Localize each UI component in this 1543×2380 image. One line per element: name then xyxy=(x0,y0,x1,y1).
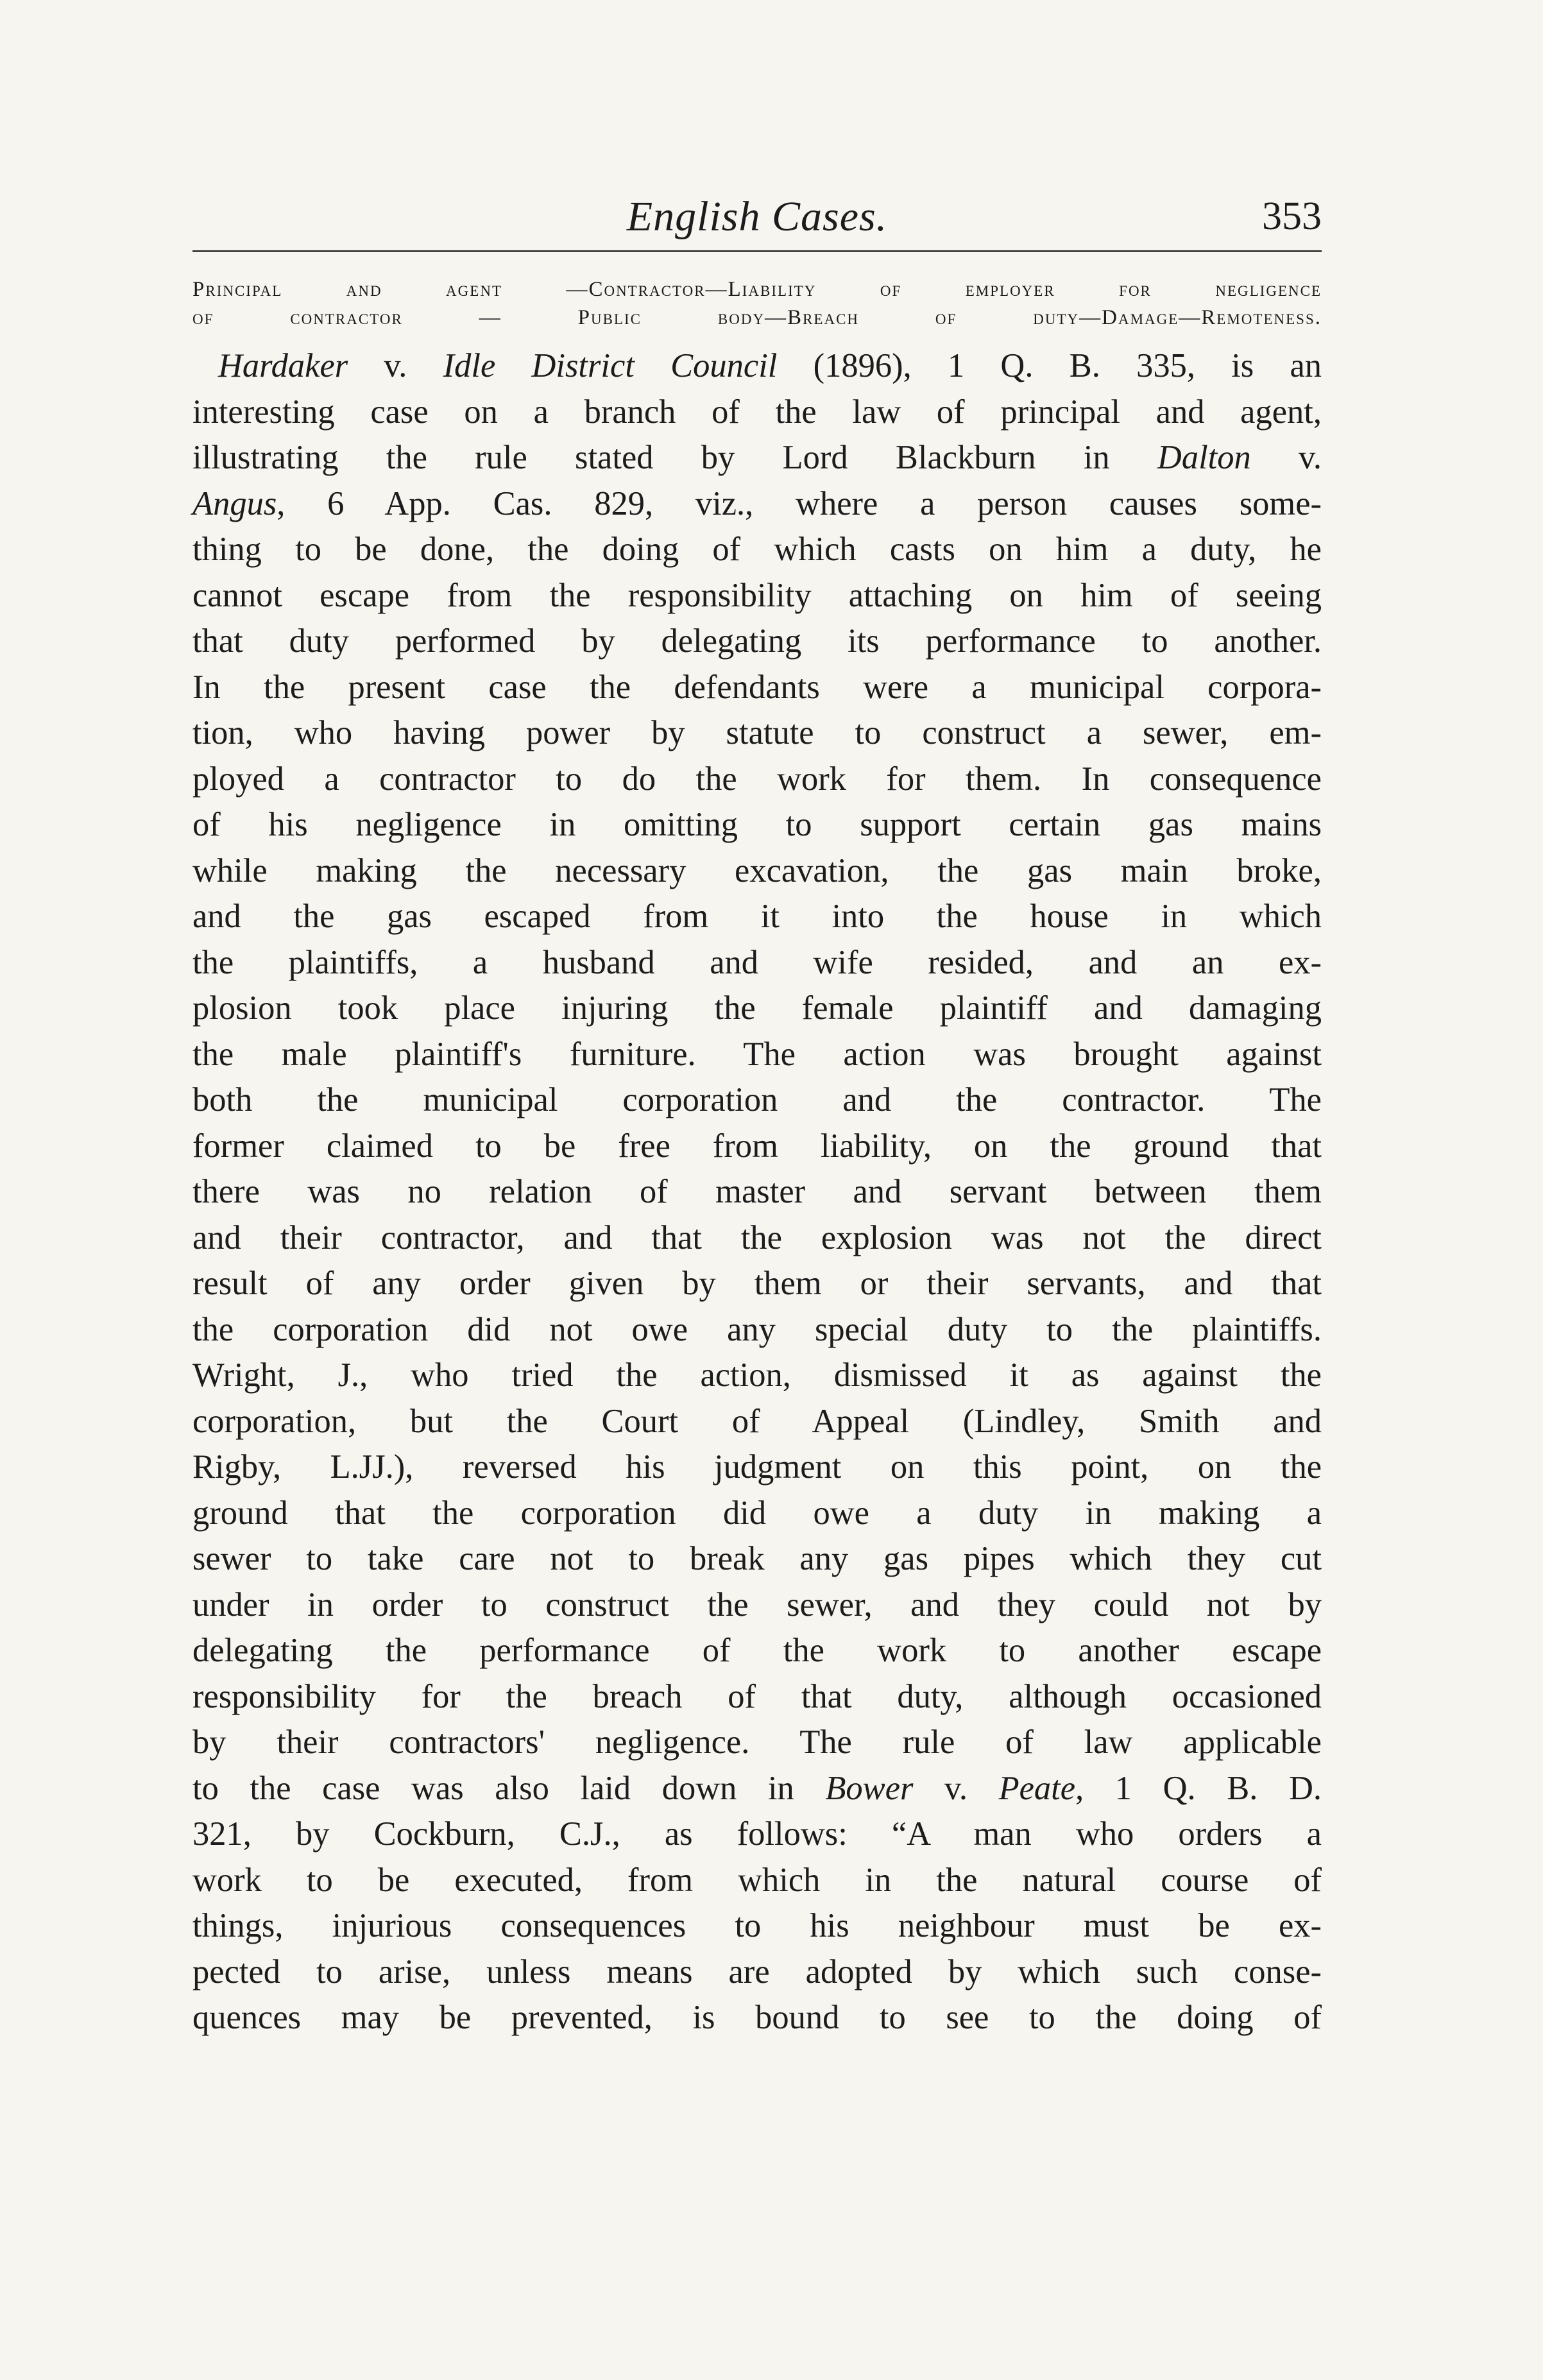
running-title: English Cases. xyxy=(626,193,888,240)
text-line: the plaintiffs, a husband and wife resided, and an ex- xyxy=(192,943,1322,981)
text-line: sewer to take care not to break any gas pipes which they cut xyxy=(192,1540,1322,1577)
text-line: cannot escape from the responsibility attaching on him of seeing xyxy=(192,576,1322,614)
text-line: quences may be prevented, is bound to see to the doing of xyxy=(192,1999,1322,2036)
text-line: corporation, but the Court of Appeal (Lindley, Smith and xyxy=(192,1402,1322,1440)
text-line: of his negligence in omitting to support certain gas mains xyxy=(192,806,1322,843)
text-line: ployed a contractor to do the work for them. In consequence xyxy=(192,760,1322,798)
page-number: 353 xyxy=(1262,194,1322,238)
text-line: both the municipal corporation and the contractor. The xyxy=(192,1081,1322,1118)
text-line: the male plaintiff's furniture. The action was brought against xyxy=(192,1035,1322,1073)
text-line: under in order to construct the sewer, and they could not by xyxy=(192,1586,1322,1623)
text-line: thing to be done, the doing of which casts on him a duty, he xyxy=(192,531,1322,568)
headnote xyxy=(192,275,1322,332)
text-line: In the present case the defendants were a municipal corpora- xyxy=(192,668,1322,706)
body-text xyxy=(192,343,1322,2041)
text-line: interesting case on a branch of the law of principal and agent, xyxy=(192,393,1322,431)
text-line: there was no relation of master and servant between them xyxy=(192,1173,1322,1210)
text-line: and their contractor, and that the explosion was not the direct xyxy=(192,1219,1322,1256)
text-line: and the gas escaped from it into the house in which xyxy=(192,898,1322,935)
text-line: 321, by Cockburn, C.J., as follows: “A man who orders a xyxy=(192,1815,1322,1853)
text-line: the corporation did not owe any special duty to the plaintiffs. xyxy=(192,1310,1322,1348)
text-line: Wright, J., who tried the action, dismissed it as against the xyxy=(192,1357,1322,1394)
text-line: by their contractors' negligence. The rule of law applicable xyxy=(192,1724,1322,1761)
text-line: tion, who having power by statute to construct a sewer, em- xyxy=(192,714,1322,751)
headnote-line: Principal and agent —Contractor—Liability of employer for negligence xyxy=(192,278,1322,301)
text-line: Hardaker v. Idle District Council (1896), 1 Q. B. 335, is an xyxy=(218,347,1322,384)
text-line: Rigby, L.JJ.), reversed his judgment on this point, on the xyxy=(192,1448,1322,1485)
text-line: delegating the performance of the work to another escape xyxy=(192,1632,1322,1669)
text-line: former claimed to be free from liability, on the ground that xyxy=(192,1127,1322,1165)
text-line: ground that the corporation did owe a duty in making a xyxy=(192,1494,1322,1532)
text-line: to the case was also laid down in Bower v. Peate, 1 Q. B. D. xyxy=(192,1769,1322,1807)
book-page xyxy=(192,193,1322,2041)
text-line: while making the necessary excavation, the gas main broke, xyxy=(192,852,1322,889)
text-line: plosion took place injuring the female plaintiff and damaging xyxy=(192,989,1322,1027)
running-head xyxy=(192,193,1322,252)
text-line: work to be executed, from which in the natural course of xyxy=(192,1861,1322,1899)
text-line: pected to arise, unless means are adopted by which such conse- xyxy=(192,1953,1322,1990)
text-line: Angus, 6 App. Cas. 829, viz., where a person causes some- xyxy=(192,484,1322,522)
text-line: that duty performed by delegating its performance to another. xyxy=(192,622,1322,660)
text-line: illustrating the rule stated by Lord Blackburn in Dalton v. xyxy=(192,439,1322,476)
text-line: responsibility for the breach of that duty, although occasioned xyxy=(192,1677,1322,1715)
text-line: result of any order given by them or their servants, and that xyxy=(192,1265,1322,1302)
headnote-line: of contractor — Public body—Breach of duty—Damage—Remoteness. xyxy=(192,306,1322,329)
text-line: things, injurious consequences to his neighbour must be ex- xyxy=(192,1907,1322,1944)
